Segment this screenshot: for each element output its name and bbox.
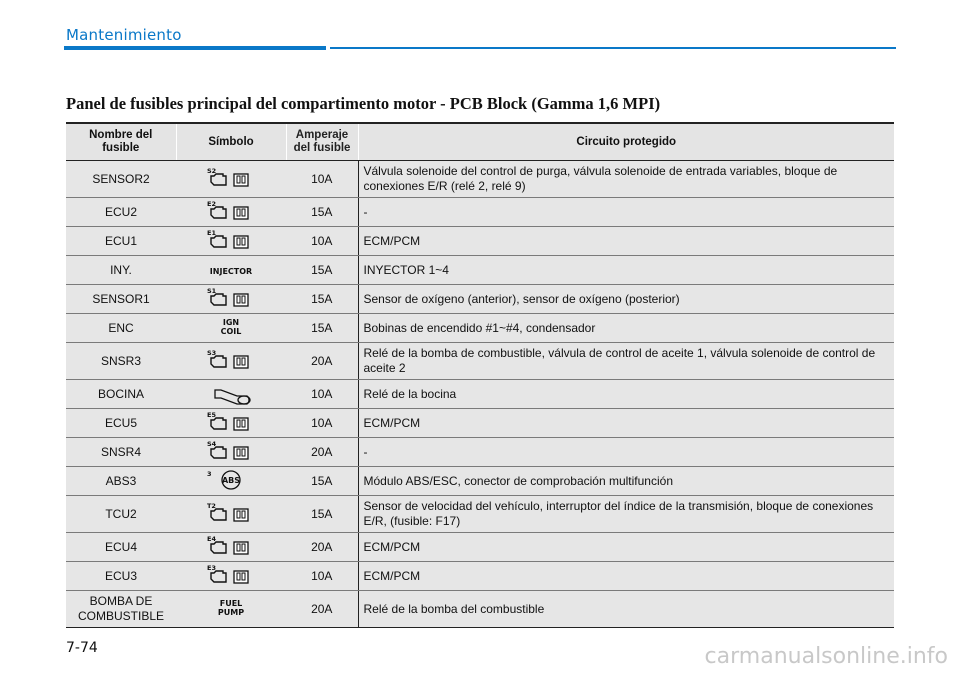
fuse-symbol-cell: [176, 380, 286, 409]
abs-circle-icon: [209, 470, 253, 490]
table-row: [66, 496, 894, 533]
symbol-code: E3: [207, 564, 216, 572]
symbol-text-label: IGN COIL: [220, 318, 242, 336]
fuse-symbol-cell: [176, 591, 286, 628]
fuse-table: [66, 122, 894, 628]
fuse-circuit-cell: Relé de la bocina: [358, 380, 894, 409]
fuse-amperage-cell: 20A: [286, 533, 358, 562]
fuse-symbol-cell: [176, 409, 286, 438]
engine-fuse-icon: [203, 438, 259, 462]
fuse-circuit-cell: Sensor de velocidad del vehículo, interruptor del índice de la transmisión, bloque de conexiones E/R, (fusible: F17): [358, 496, 894, 533]
fuse-name-cell: INY.: [66, 256, 176, 285]
fuse-symbol-cell: [176, 285, 286, 314]
symbol-code: S1: [207, 287, 217, 295]
fuse-circuit-cell: ECM/PCM: [358, 409, 894, 438]
engine-outline-icon: [209, 568, 253, 584]
fuse-symbol-cell: [176, 438, 286, 467]
fuse-table-body: [66, 161, 894, 628]
engine-fuse-icon: [203, 347, 259, 371]
table-row: [66, 380, 894, 409]
fuse-name-cell: BOCINA: [66, 380, 176, 409]
engine-outline-icon: [209, 353, 253, 369]
engine-outline-icon: [209, 291, 253, 307]
engine-outline-icon: [209, 171, 253, 187]
fuse-symbol-cell: [176, 198, 286, 227]
symbol-text-label: INJECTOR: [209, 266, 253, 276]
fuse-circuit-cell: Relé de la bomba del combustible: [358, 591, 894, 628]
fuse-name-cell: SENSOR1: [66, 285, 176, 314]
table-row: [66, 314, 894, 343]
fuse-name-cell: ECU1: [66, 227, 176, 256]
table-row: [66, 343, 894, 380]
section-header: Mantenimiento: [66, 26, 182, 44]
symbol-code: S3: [207, 349, 217, 357]
fuse-amperage-cell: 10A: [286, 562, 358, 591]
fuse-circuit-cell: Válvula solenoide del control de purga, válvula solenoide de entrada variables, bloque de conexiones E/R (relé 2, relé 9): [358, 161, 894, 198]
svg-text:ABS: ABS: [221, 476, 241, 485]
horn-symbol: [203, 380, 259, 404]
symbol-code: S4: [207, 440, 217, 448]
engine-outline-icon: [209, 415, 253, 431]
fuse-symbol-cell: [176, 533, 286, 562]
fuse-circuit-cell: Relé de la bomba de combustible, válvula de control de aceite 1, válvula solenoide de control de aceite 2: [358, 343, 894, 380]
horn-icon: [209, 386, 253, 406]
header-bar-thick: [64, 46, 326, 50]
fuse-amperage-cell: 15A: [286, 285, 358, 314]
table-row: [66, 409, 894, 438]
fuse-name-cell: ECU5: [66, 409, 176, 438]
fuse-amperage-cell: 10A: [286, 161, 358, 198]
symbol-code: E4: [207, 535, 216, 543]
symbol-code: S2: [207, 167, 217, 175]
fuse-amperage-cell: 20A: [286, 343, 358, 380]
engine-fuse-icon: [203, 533, 259, 557]
watermark: carmanualsonline.info: [704, 644, 948, 669]
symbol-code: E1: [207, 229, 216, 237]
engine-outline-icon: [209, 204, 253, 220]
column-header-amperage: Amperaje del fusible: [286, 123, 358, 161]
fuse-amperage-cell: 10A: [286, 380, 358, 409]
table-row: [66, 198, 894, 227]
fuse-name-cell: ENC: [66, 314, 176, 343]
table-row: [66, 227, 894, 256]
table-row: [66, 533, 894, 562]
fuse-symbol-cell: [176, 314, 286, 343]
page-number: 7-74: [66, 640, 98, 656]
engine-outline-icon: [209, 233, 253, 249]
table-row: [66, 256, 894, 285]
engine-outline-icon: [209, 444, 253, 460]
column-header-circuit: Circuito protegido: [358, 123, 894, 161]
column-header-name: Nombre del fusible: [66, 123, 176, 161]
fuse-name-cell: ECU2: [66, 198, 176, 227]
table-row: [66, 161, 894, 198]
fuse-amperage-cell: 15A: [286, 314, 358, 343]
fuse-symbol-cell: [176, 467, 286, 496]
fuse-amperage-cell: 10A: [286, 227, 358, 256]
fuse-amperage-cell: 15A: [286, 496, 358, 533]
fuse-circuit-cell: ECM/PCM: [358, 562, 894, 591]
header-bar-thin: [330, 47, 896, 49]
fuse-name-cell: ECU3: [66, 562, 176, 591]
fuse-name-cell: ABS3: [66, 467, 176, 496]
engine-fuse-icon: [203, 409, 259, 433]
fuse-name-cell: SENSOR2: [66, 161, 176, 198]
fuse-circuit-cell: -: [358, 438, 894, 467]
fuse-symbol-cell: [176, 343, 286, 380]
table-row: [66, 467, 894, 496]
fuse-symbol-cell: [176, 496, 286, 533]
table-row: [66, 285, 894, 314]
fuse-amperage-cell: 15A: [286, 467, 358, 496]
fuse-circuit-cell: Módulo ABS/ESC, conector de comprobación multifunción: [358, 467, 894, 496]
column-header-symbol: Símbolo: [176, 123, 286, 161]
engine-fuse-icon: [203, 198, 259, 222]
fuse-amperage-cell: 15A: [286, 256, 358, 285]
symbol-text-label: FUEL PUMP: [217, 599, 245, 617]
engine-fuse-icon: [203, 165, 259, 189]
fuse-circuit-cell: Sensor de oxígeno (anterior), sensor de oxígeno (posterior): [358, 285, 894, 314]
fuse-circuit-cell: ECM/PCM: [358, 533, 894, 562]
fuse-symbol-cell: [176, 161, 286, 198]
engine-outline-icon: [209, 539, 253, 555]
table-row: [66, 591, 894, 628]
fuse-name-cell: TCU2: [66, 496, 176, 533]
page-title: Panel de fusibles principal del compartimento motor - PCB Block (Gamma 1,6 MPI): [66, 94, 661, 113]
header-row: [66, 123, 894, 161]
fuse-name-cell: ECU4: [66, 533, 176, 562]
fuse-symbol-cell: [176, 256, 286, 285]
engine-fuse-icon: [203, 285, 259, 309]
engine-fuse-icon: [203, 562, 259, 586]
fuse-amperage-cell: 15A: [286, 198, 358, 227]
fuse-amperage-cell: 10A: [286, 409, 358, 438]
fuse-circuit-cell: Bobinas de encendido #1~#4, condensador: [358, 314, 894, 343]
abs-icon: [203, 467, 259, 491]
engine-fuse-icon: [203, 500, 259, 524]
table-row: [66, 562, 894, 591]
symbol-code: 3: [207, 470, 212, 478]
engine-outline-icon: [209, 506, 253, 522]
engine-fuse-icon: [203, 227, 259, 251]
fuse-circuit-cell: -: [358, 198, 894, 227]
symbol-code: T2: [207, 502, 216, 510]
fuse-table-header: [66, 123, 894, 161]
fuse-name-cell: BOMBA DE COMBUSTIBLE: [66, 591, 176, 628]
fuse-name-cell: SNSR3: [66, 343, 176, 380]
fuse-circuit-cell: ECM/PCM: [358, 227, 894, 256]
symbol-code: E2: [207, 200, 216, 208]
symbol-code: E5: [207, 411, 216, 419]
fuse-name-cell: SNSR4: [66, 438, 176, 467]
fuse-amperage-cell: 20A: [286, 591, 358, 628]
fuse-amperage-cell: 20A: [286, 438, 358, 467]
fuse-symbol-cell: [176, 227, 286, 256]
table-row: [66, 438, 894, 467]
fuse-symbol-cell: [176, 562, 286, 591]
fuse-circuit-cell: INYECTOR 1~4: [358, 256, 894, 285]
